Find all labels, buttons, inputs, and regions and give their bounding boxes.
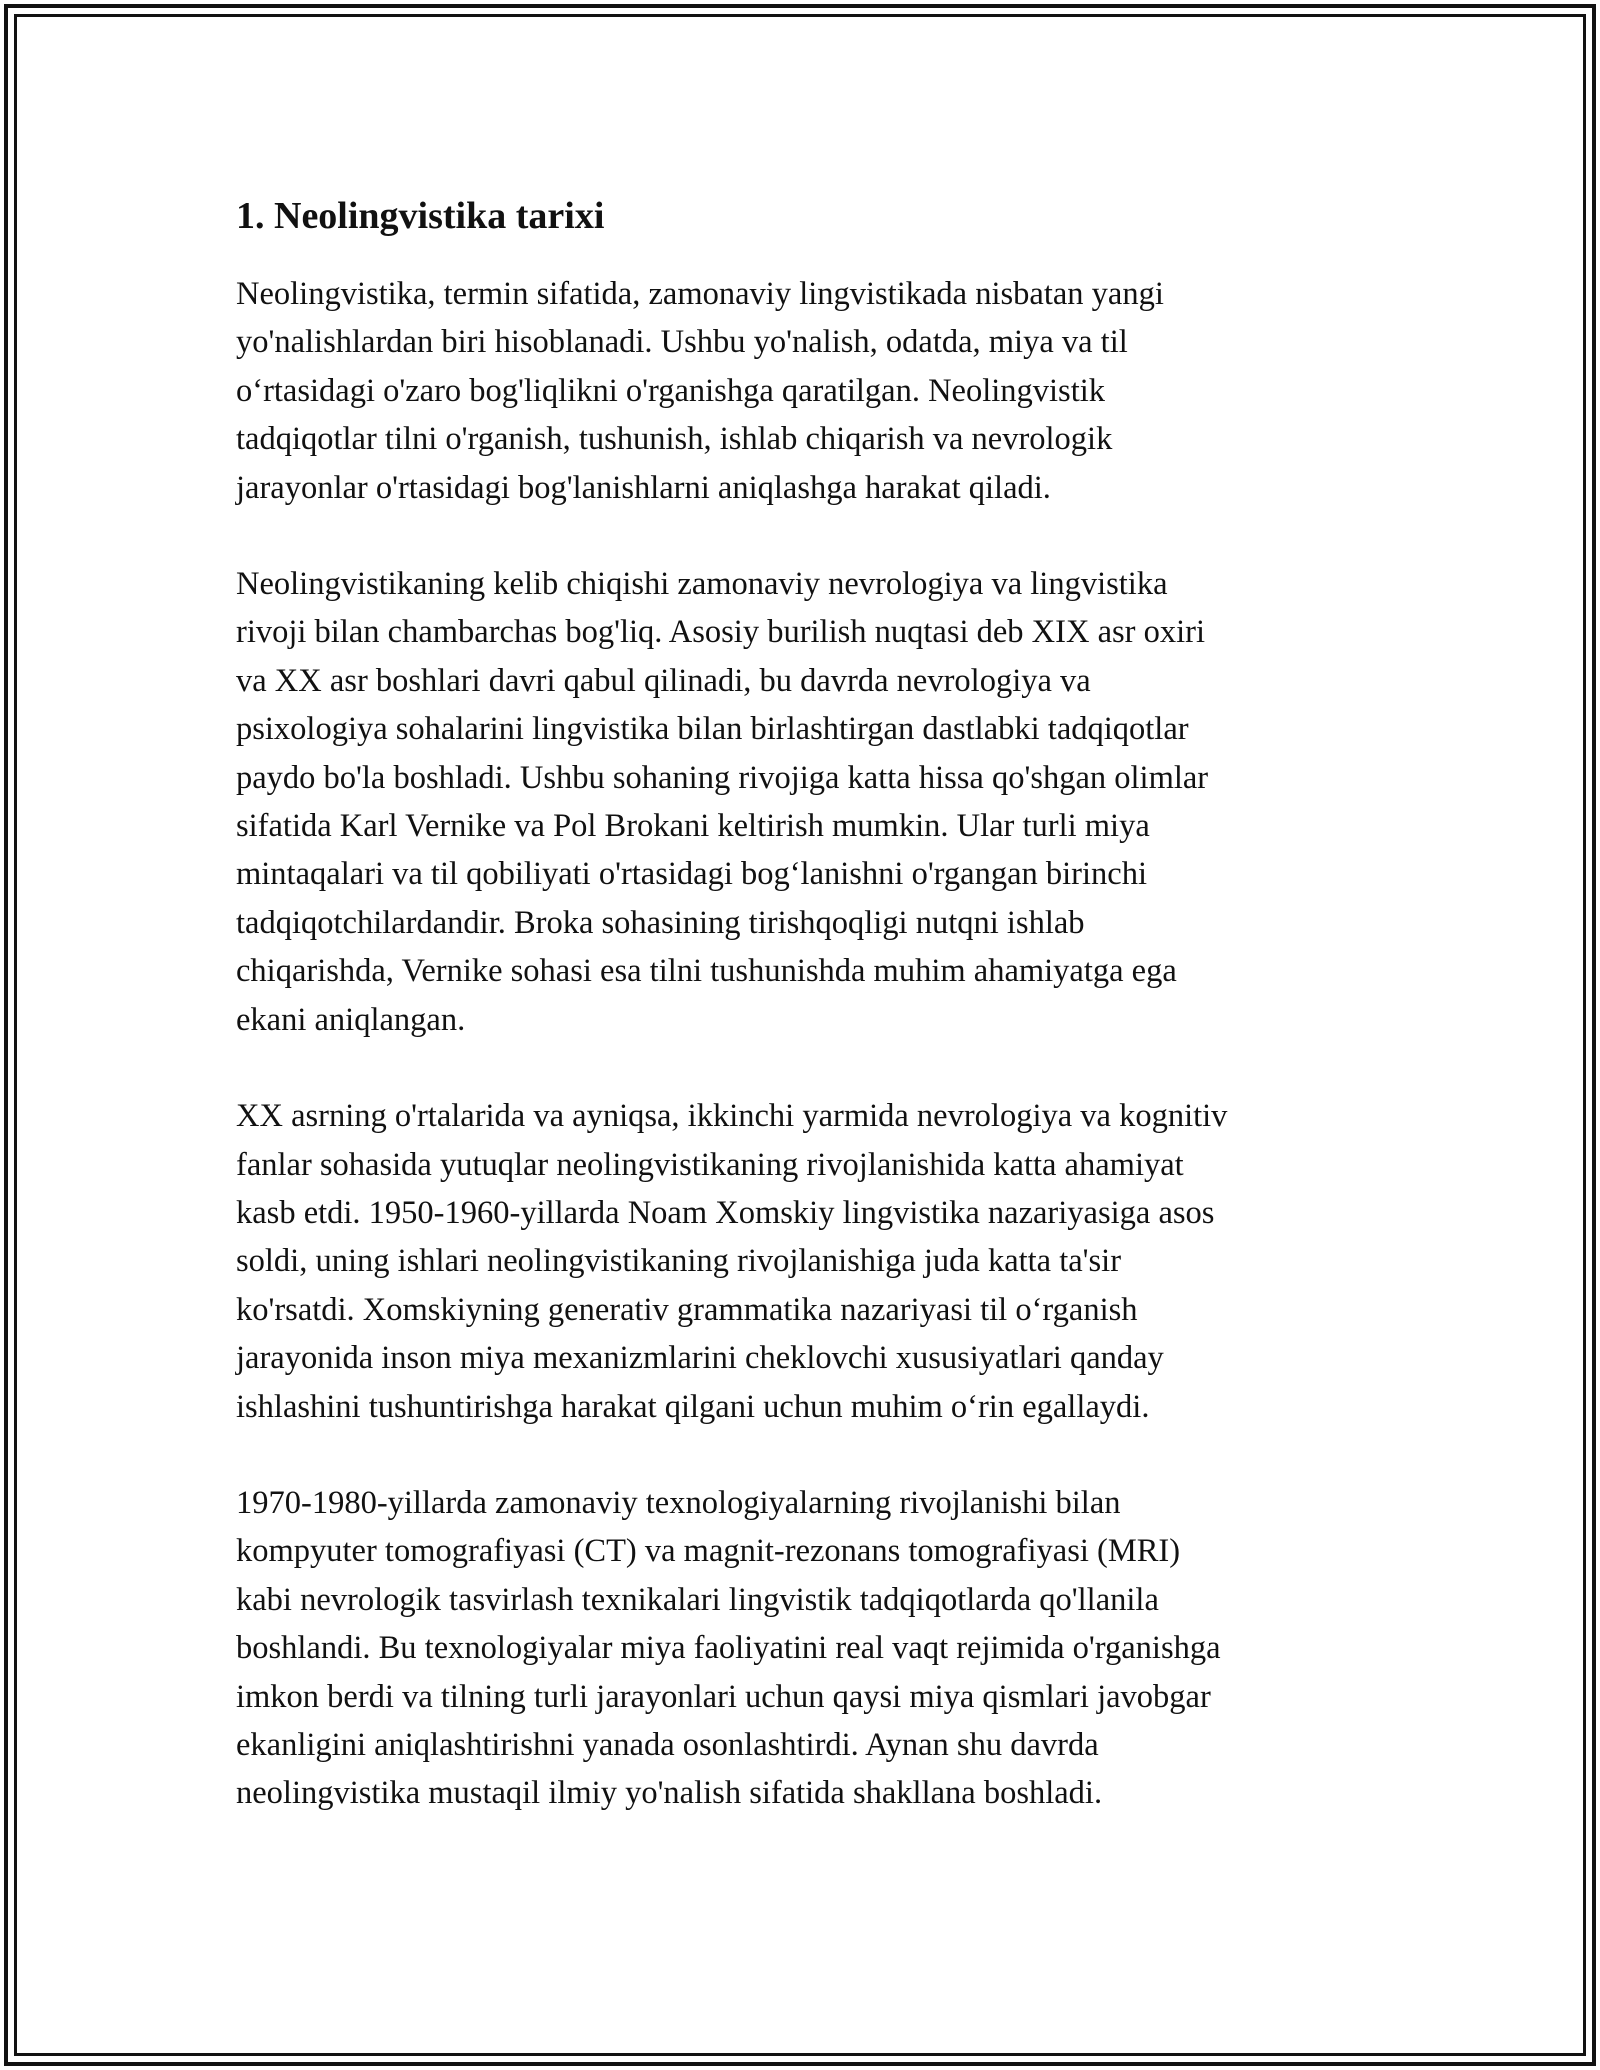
paragraph-1: Neolingvistika, termin sifatida, zamonaviy lingvistikada nisbatan yangi yo'nalishlardan biri hisoblanadi. Ushbu yo'nalish, odatda, miya va til o‘rtasidagi o'zaro bog'liqlikni o'rganishga qaratilgan. Neolingvistik tadqiqotlar tilni o'rganish, tushunish, ishlab chiqarish va nevrologik jarayonlar o'rtasidagi bog'lanishlarni aniqlashga harakat qiladi. [236,276,1164,506]
paragraph-4: 1970-1980-yillarda zamonaviy texnologiyalarning rivojlanishi bilan kompyuter tomografiyasi (CT) va magnit-rezonans tomografiyasi (MRI) kabi nevrologik tasvirlash texnikalari lingvistik tadqiqotlarda qo'llanila boshlandi. Bu texnologiyalar miya faoliyatini real vaqt rejimida o'rganishga imkon berdi va tilning turli jarayonlari uchun qaysi miya qismlari javobgar ekanligini aniqlashtirishni yanada osonlashtirdi. Aynan shu davrda neolingvistika mustaqil ilmiy yo'nalish sifatida shakllana boshladi. [236,1484,1221,1812]
paragraph-2: Neolingvistikaning kelib chiqishi zamonaviy nevrologiya va lingvistika rivoji bilan chambarchas bog'liq. Asosiy burilish nuqtasi deb XIX asr oxiri va XX asr boshlari davri qabul qilinadi, bu davrda nevrologiya va psixologiya sohalarini lingvistika bilan birlashtirgan dastlabki tadqiqotlar paydo bo'la boshladi. Ushbu sohaning rivojiga katta hissa qo'shgan olimlar sifatida Karl Vernike va Pol Brokani keltirish mumkin. Ular turli miya mintaqalari va til qobiliyati o'rtasidagi bog‘lanishni o'rgangan birinchi tadqiqotchilardandir. Broka sohasining tirishqoqligi nutqni ishlab chiqarishda, Vernike sohasi esa tilni tushunishda muhim ahamiyatga ega ekani aniqlangan. [236,566,1209,1038]
section-heading: 1. Neolingvistika tarixi [236,195,605,237]
paragraph-3: XX asrning o'rtalarida va ayniqsa, ikkinchi yarmida nevrologiya va kognitiv fanlar sohasida yutuqlar neolingvistikaning rivojlanishida katta ahamiyat kasb etdi. 1950-1960-yillarda Noam Xomskiy lingvistika nazariyasiga asos soldi, uning ishlari neolingvistikaning rivojlanishiga juda katta ta'sir ko'rsatdi. Xomskiyning generativ grammatika nazariyasi til o‘rganish jarayonida inson miya mexanizmlarini cheklovchi xususiyatlari qanday ishlashini tushuntirishga harakat qilgani uchun muhim o‘rin egallaydi. [236,1098,1228,1425]
document-body [236,186,1366,1866]
